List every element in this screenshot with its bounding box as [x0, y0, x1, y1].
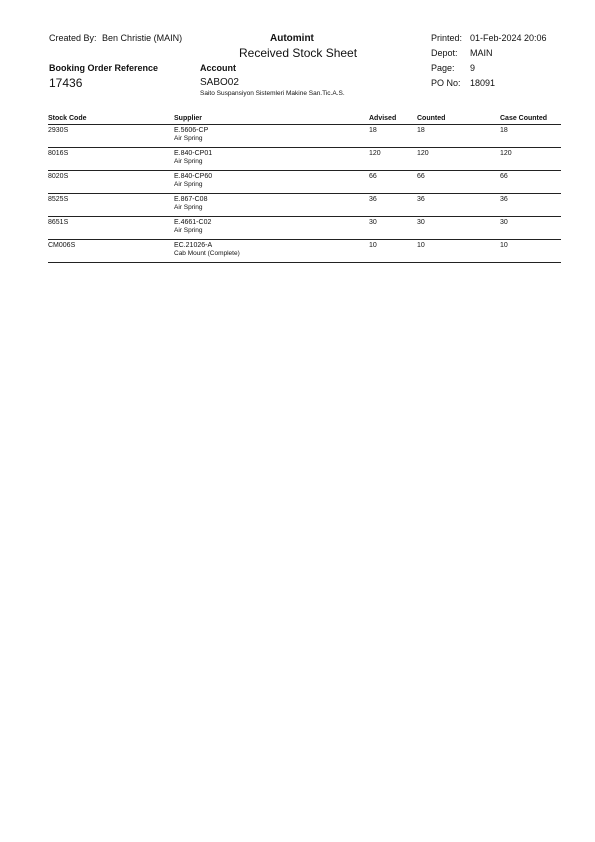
cell-case-counted: 120 — [500, 148, 561, 171]
cell-counted: 18 — [417, 125, 500, 148]
company-name: Automint — [270, 33, 314, 44]
col-case-counted: Case Counted — [500, 114, 561, 125]
item-description: Air Spring — [174, 158, 203, 165]
cell-supplier — [174, 240, 369, 263]
cell-advised: 10 — [369, 240, 417, 263]
cell-stock-code: 8020S — [48, 171, 174, 194]
cell-stock-code: 8651S — [48, 217, 174, 240]
cell-counted: 30 — [417, 217, 500, 240]
cell-supplier — [174, 125, 369, 148]
supplier-code: E.5606-CP — [174, 127, 209, 134]
booking-ref-value: 17436 — [49, 76, 83, 90]
booking-ref-label: Booking Order Reference — [49, 63, 159, 73]
printed-value: 01-Feb-2024 20:06 — [470, 33, 547, 43]
cell-counted: 66 — [417, 171, 500, 194]
table-row — [48, 148, 561, 171]
supplier-code: EC.21026-A — [174, 242, 213, 249]
account-label: Account — [200, 63, 236, 73]
col-counted: Counted — [417, 114, 500, 125]
col-stock-code: Stock Code — [48, 114, 174, 125]
cell-advised: 30 — [369, 217, 417, 240]
created-by-value: Ben Christie (MAIN) — [102, 33, 183, 43]
table-header-row — [48, 114, 561, 125]
supplier-code: E.4661-C02 — [174, 219, 212, 226]
stock-table — [48, 114, 561, 263]
cell-case-counted: 10 — [500, 240, 561, 263]
cell-supplier — [174, 171, 369, 194]
cell-counted: 120 — [417, 148, 500, 171]
printed-label: Printed: — [431, 33, 463, 43]
cell-supplier — [174, 148, 369, 171]
po-value: 18091 — [470, 78, 496, 88]
cell-stock-code: 2930S — [48, 125, 174, 148]
po-label: PO No: — [431, 78, 461, 88]
sheet-title: Received Stock Sheet — [239, 46, 358, 60]
cell-advised: 120 — [369, 148, 417, 171]
cell-case-counted: 66 — [500, 171, 561, 194]
table-row — [48, 217, 561, 240]
account-code: SABO02 — [200, 77, 239, 88]
depot-value: MAIN — [470, 48, 493, 58]
cell-stock-code: 8525S — [48, 194, 174, 217]
cell-stock-code: 8016S — [48, 148, 174, 171]
cell-advised: 66 — [369, 171, 417, 194]
cell-advised: 18 — [369, 125, 417, 148]
supplier-code: E.867-C08 — [174, 196, 208, 203]
item-description: Air Spring — [174, 135, 203, 142]
table-row — [48, 171, 561, 194]
cell-stock-code: CM006S — [48, 240, 174, 263]
item-description: Cab Mount (Complete) — [174, 250, 240, 257]
cell-case-counted: 30 — [500, 217, 561, 240]
cell-counted: 10 — [417, 240, 500, 263]
cell-case-counted: 18 — [500, 125, 561, 148]
cell-supplier — [174, 217, 369, 240]
created-by-label: Created By: — [49, 33, 97, 43]
created-by — [49, 33, 182, 43]
page-label: Page: — [431, 63, 455, 73]
cell-advised: 36 — [369, 194, 417, 217]
table-row — [48, 240, 561, 263]
table-row — [48, 194, 561, 217]
cell-supplier — [174, 194, 369, 217]
account-name: Saito Suspansiyon Sistemleri Makine San.Tic.A.S. — [200, 90, 345, 97]
supplier-code: E.840-CP01 — [174, 150, 213, 157]
col-advised: Advised — [369, 114, 417, 125]
cell-counted: 36 — [417, 194, 500, 217]
item-description: Air Spring — [174, 204, 203, 211]
depot-label: Depot: — [431, 48, 458, 58]
table-row — [48, 125, 561, 148]
cell-case-counted: 36 — [500, 194, 561, 217]
item-description: Air Spring — [174, 181, 203, 188]
page-value: 9 — [470, 63, 476, 73]
col-supplier: Supplier — [174, 114, 369, 125]
item-description: Air Spring — [174, 227, 203, 234]
supplier-code: E.840-CP60 — [174, 173, 213, 180]
